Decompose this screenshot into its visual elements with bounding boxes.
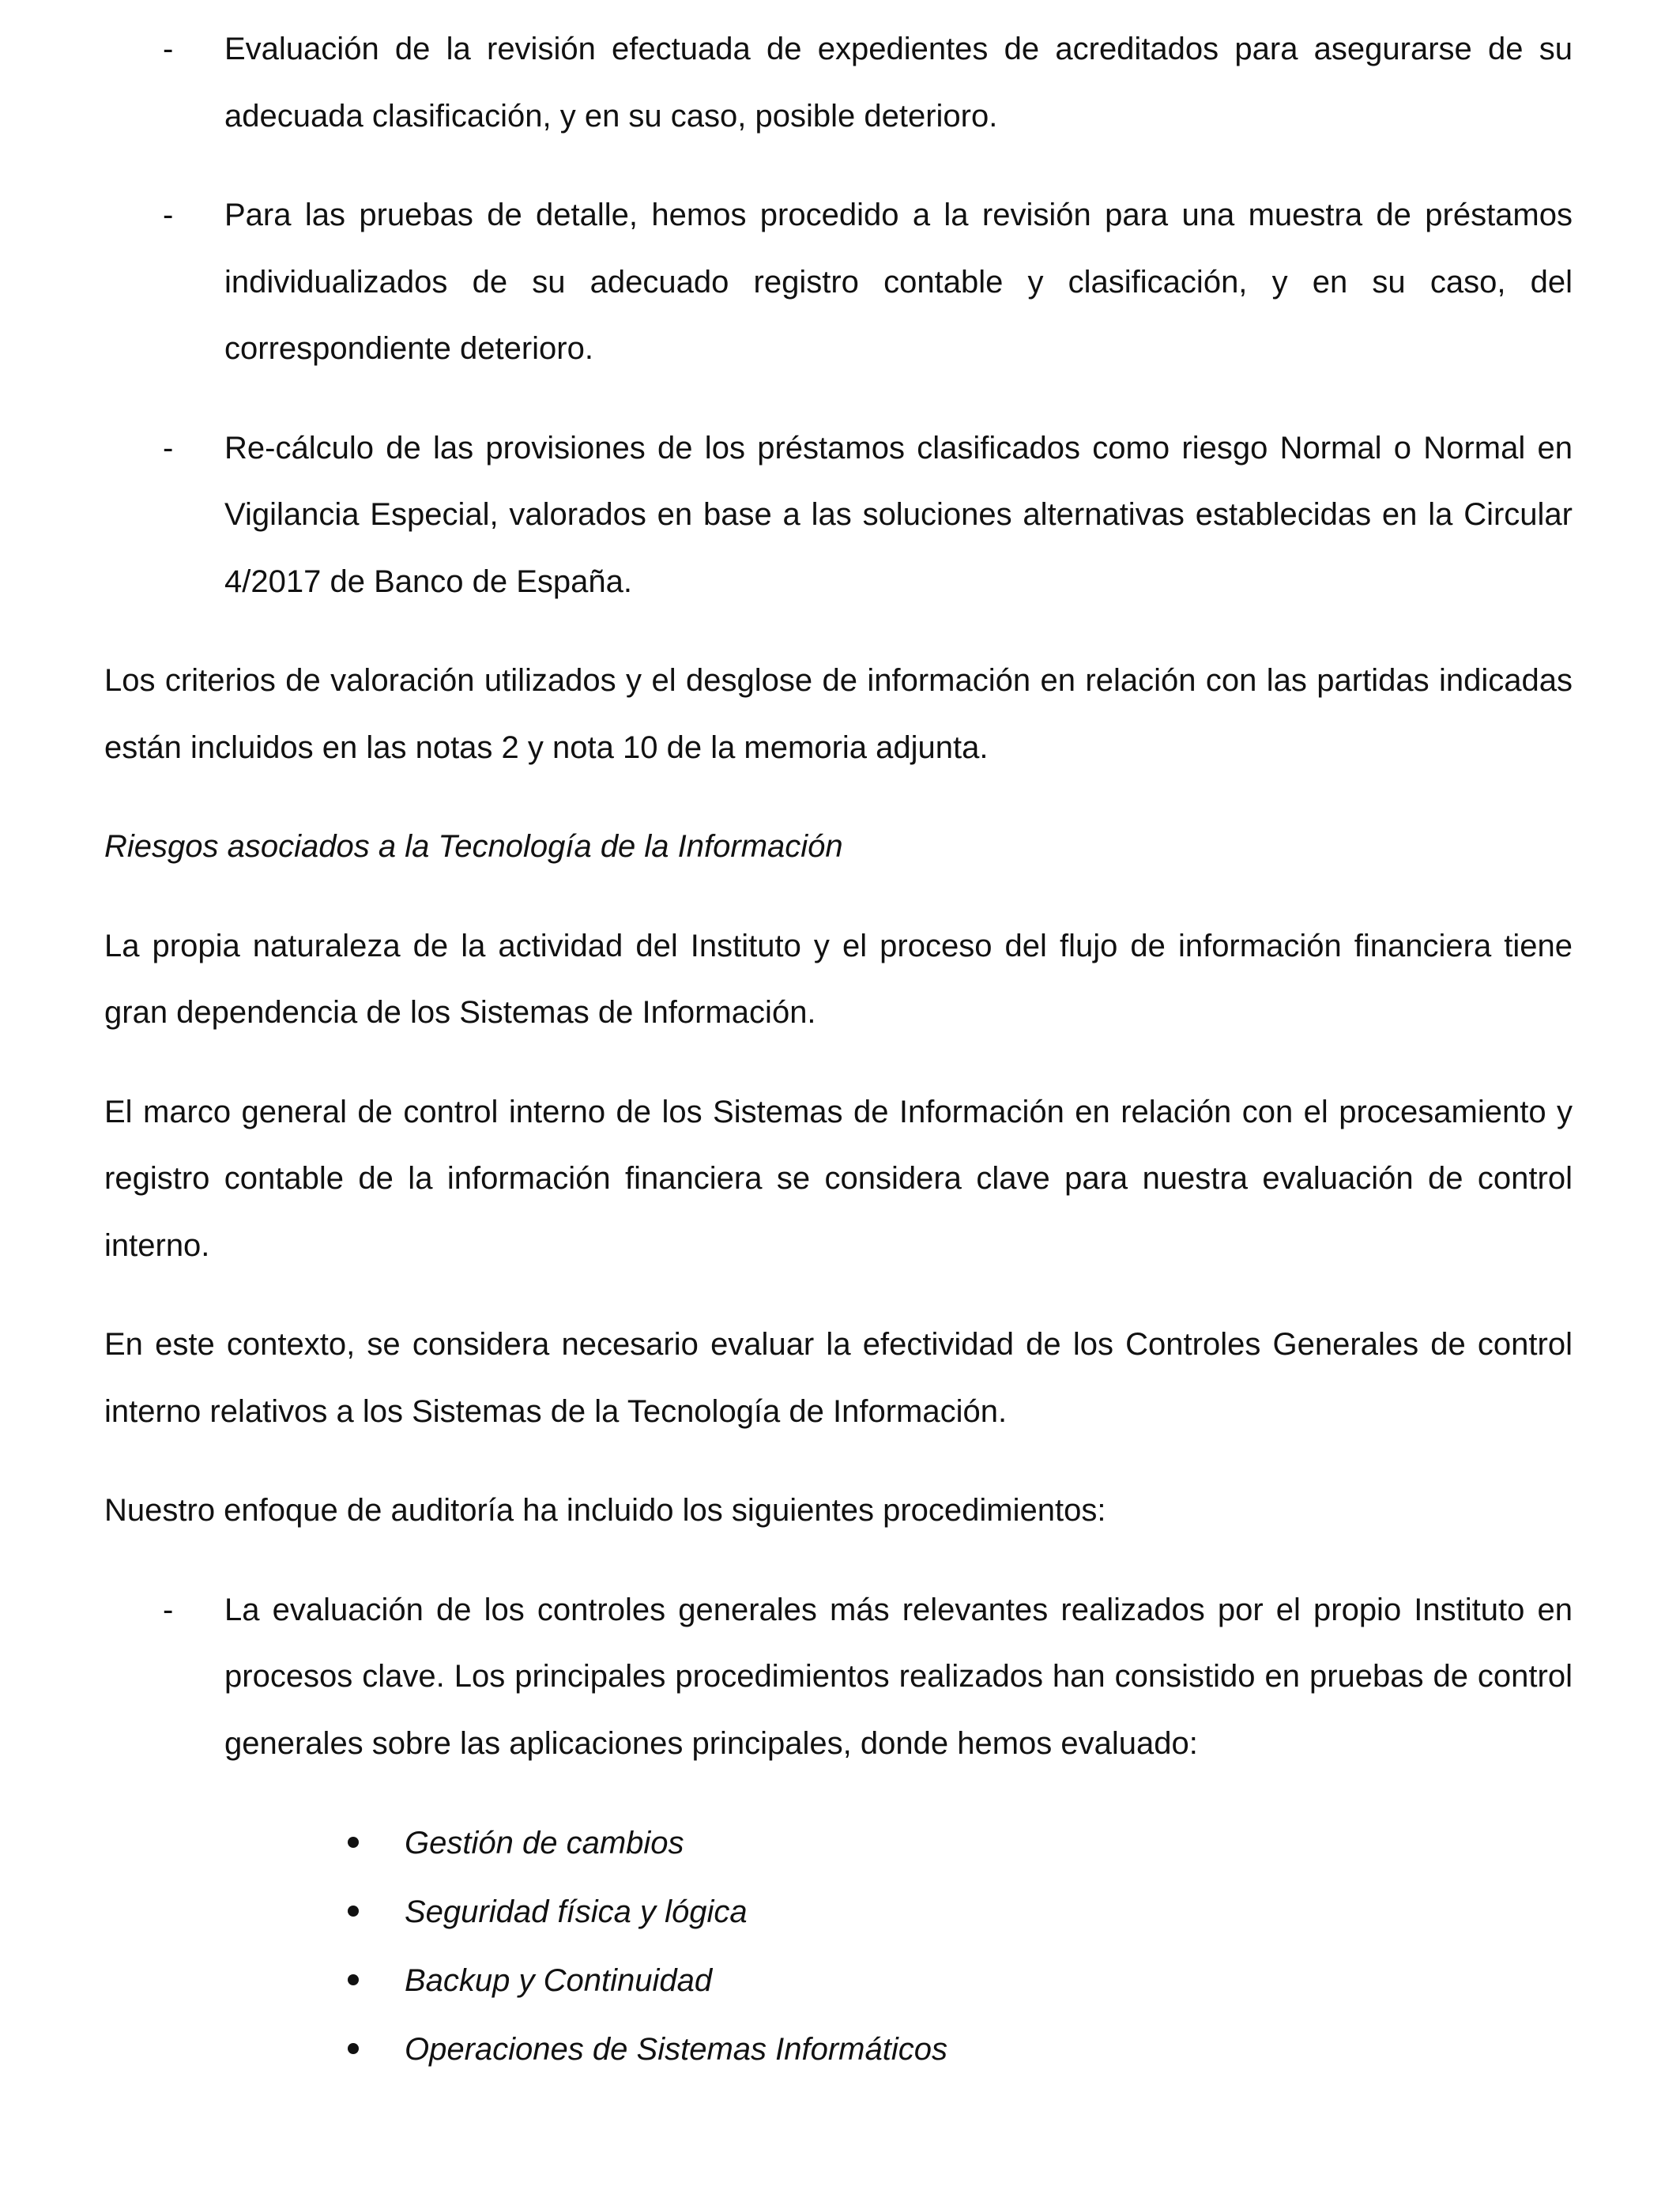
bullet-item (104, 1947, 1573, 2015)
list-item-text: Re-cálculo de las provisiones de los préstamos clasificados como riesgo Normal o Normal en Vigilancia Especial, valorados en base a las soluciones alternativas establecidas en la Circular 4/2017 de Banco de España. (224, 430, 1573, 599)
list-item-recalculo (104, 415, 1573, 616)
document-page (104, 16, 1573, 2084)
section-heading: Riesgos asociados a la Tecnología de la Información (104, 829, 843, 864)
bullet-dot-icon (348, 2043, 359, 2054)
paragraph-enfoque: Nuestro enfoque de auditoría ha incluido los siguientes procedimientos: (104, 1493, 1106, 1528)
dash-marker: - (163, 198, 174, 232)
bullet-item (104, 2015, 1573, 2084)
list-item-evaluacion (104, 16, 1573, 149)
bullet-text: Gestión de cambios (405, 1826, 684, 1860)
bullet-dot-icon (348, 1974, 359, 1985)
dash-marker: - (163, 1592, 174, 1627)
bullet-dot-icon (348, 1837, 359, 1848)
dash-marker: - (163, 430, 174, 466)
bullet-text: Operaciones de Sistemas Informáticos (405, 2032, 947, 2067)
paragraph-naturaleza: La propia naturaleza de la actividad del Instituto y el proceso del flujo de información financiera tiene gran dependencia de los Sistemas de Información. (104, 928, 1573, 1030)
list-item-text: Evaluación de la revisión efectuada de expedientes de acreditados para asegurarse de su adecuada clasificación, y en su caso, posible deterioro. (224, 32, 1573, 134)
bullet-item (104, 1878, 1573, 1947)
list-item-pruebas (104, 182, 1573, 383)
bullet-list (104, 1809, 1573, 2084)
bullet-item (104, 1809, 1573, 1878)
paragraph-criterios: Los criterios de valoración utilizados y el desglose de información en relación con las partidas indicadas están incluidos en las notas 2 y nota 10 de la memoria adjunta. (104, 663, 1573, 765)
list-item-text: La evaluación de los controles generales más relevantes realizados por el propio Instituto en procesos clave. Los principales procedimientos realizados han consistido en pruebas de control generales sobre las aplicaciones principales, donde hemos evaluado: (224, 1592, 1573, 1761)
dash-marker: - (163, 32, 174, 66)
list-item-controles (104, 1577, 1573, 1777)
bullet-text: Seguridad física y lógica (405, 1894, 748, 1929)
list-item-text: Para las pruebas de detalle, hemos procedido a la revisión para una muestra de préstamos individualizados de su adecuado registro contable y clasificación, y en su caso, del correspondiente deterioro. (224, 198, 1573, 366)
paragraph-marco: El marco general de control interno de los Sistemas de Información en relación con el procesamiento y registro contable de la información financiera se considera clave para nuestra evaluación de control interno. (104, 1094, 1573, 1263)
paragraph-contexto: En este contexto, se considera necesario evaluar la efectividad de los Controles Generales de control interno relativos a los Sistemas de la Tecnología de Información. (104, 1327, 1573, 1429)
bullet-dot-icon (348, 1906, 359, 1917)
bullet-text: Backup y Continuidad (405, 1963, 713, 1998)
